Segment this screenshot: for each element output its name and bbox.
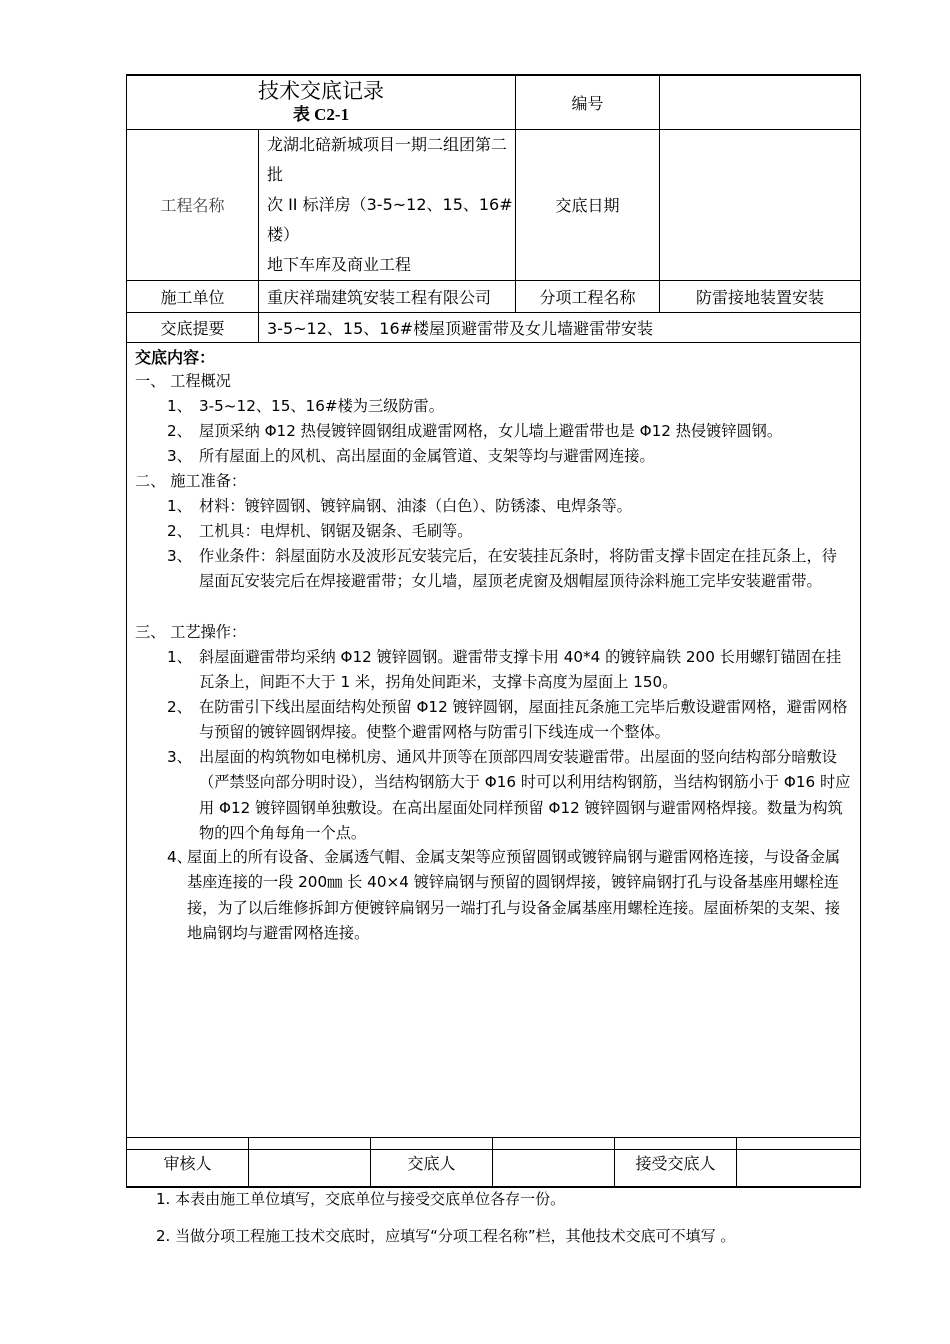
reviewer-value [249, 1138, 371, 1188]
item-text: 3-5~12、15、16#楼为三级防雷。 [199, 396, 444, 415]
discloser-value [493, 1138, 615, 1188]
subitem-name-label: 分项工程名称 [516, 280, 660, 312]
reviewer-label: 审核人 [127, 1138, 249, 1188]
construction-unit-label: 施工单位 [127, 280, 259, 312]
project-name-value [259, 129, 516, 280]
item-number: 1、 [167, 496, 192, 515]
disclosure-record-table [126, 74, 861, 1150]
item-text: 作业条件：斜屋面防水及波形瓦安装完后，在安装挂瓦条时，将防雷支撑卡固定在挂瓦条上，待屋面瓦安装完后在焊接避雷带；女儿墙，屋顶老虎窗及烟帽屋顶待涂料施工完毕安装避雷带。 [199, 546, 837, 591]
footnote-2: 2. 当做分项工程施工技术交底时，应填写“分项工程名称”栏，其他技术交底可不填写 。 [156, 1227, 736, 1245]
disclosure-date-label: 交底日期 [516, 129, 660, 280]
item-number: 3、 [167, 546, 192, 565]
content-body [127, 343, 860, 1149]
project-name-line-3: 地下车库及商业工程 [267, 254, 412, 274]
list-item [167, 845, 851, 947]
footnote-1: 1. 本表由施工单位填写，交底单位与接受交底单位各存一份。 [156, 1190, 566, 1208]
list-item [167, 745, 851, 847]
number-value [660, 75, 861, 129]
item-text: 所有屋面上的风机、高出屋面的金属管道、支架等均与避雷网连接。 [199, 446, 655, 465]
content-heading: 交底内容： [135, 347, 216, 367]
item-text: 在防雷引下线出屋面结构处预留 Φ12 镀锌圆钢，屋面挂瓦条施工完毕后敷设避雷网格，避雷网格与预留的镀锌圆钢焊接。使整个避雷网格与防雷引下线连成一个整体。 [199, 697, 848, 742]
item-number: 1、 [167, 396, 192, 415]
title-cell [127, 75, 516, 129]
list-item [167, 394, 851, 420]
project-name-line-1: 龙湖北碚新城项目一期二组团第二批 [267, 134, 508, 184]
item-text: 斜屋面避雷带均采纳 Φ12 镀锌圆钢。避雷带支撑卡用 40*4 的镀锌扁铁 200 长用螺钉锚固在挂瓦条上，间距不大于 1 米，拐角处间距米，支撑卡高度为屋面上 150。 [199, 647, 842, 692]
item-text: 出屋面的构筑物如电梯机房、通风井顶等在顶部四周安装避雷带。出屋面的竖向结构部分暗敷设（严禁竖向部分明时设），当结构钢筋大于 Φ16 时可以利用结构钢筋，当结构钢筋小于 Φ16 时应用 Φ12 镀锌圆钢单独敷设。在高出屋面处同样预留 Φ12 镀锌圆钢与避雷网格焊接。数量为构筑物的四个角每角一个点。 [199, 747, 851, 843]
project-name-label: 工程名称 [127, 129, 259, 280]
list-item [167, 544, 851, 595]
list-item [167, 519, 851, 545]
signature-table [126, 1137, 861, 1188]
summary-label: 交底提要 [127, 312, 259, 342]
form-number: 表 C2-1 [292, 105, 350, 125]
item-text: 屋顶采纳 Φ12 热侵镀锌圆钢组成避雷网格，女儿墙上避雷带也是 Φ12 热侵镀锌圆钢。 [199, 421, 783, 440]
list-item [167, 419, 851, 445]
list-item [167, 444, 851, 470]
list-item [167, 645, 851, 696]
discloser-label: 交底人 [371, 1138, 493, 1188]
project-name-line-2: 次 II 标洋房（3-5~12、15、16#楼） [267, 194, 513, 244]
item-text: 屋面上的所有设备、金属透气帽、金属支架等应预留圆钢或镀锌扁钢与避雷网格连接，与设备金属基座连接的一段 200㎜ 长 40×4 镀锌扁钢与预留的圆钢焊接，镀锌扁钢打孔与设备基座用螺栓连接，为了以后维修拆卸方便镀锌扁钢另一端打孔与设备金属基座用螺栓连接。屋面桥架的支架、接地扁钢均与避雷网格连接。 [187, 847, 841, 943]
item-text: 材料：镀锌圆钢、镀锌扁钢、油漆（白色）、防锈漆、电焊条等。 [199, 496, 632, 515]
subitem-name-value: 防雷接地装置安装 [660, 280, 861, 312]
receiver-label: 接受交底人 [615, 1138, 737, 1188]
number-label: 编号 [516, 75, 660, 129]
item-number: 2、 [167, 521, 192, 540]
disclosure-date-value [660, 129, 861, 280]
form-title: 技术交底记录 [258, 79, 384, 104]
item-number: 1、 [167, 647, 192, 666]
summary-value: 3-5~12、15、16#楼屋顶避雷带及女儿墙避雷带安装 [259, 312, 861, 342]
list-item [167, 695, 851, 746]
item-number: 4、 [167, 847, 192, 866]
item-number: 2、 [167, 421, 192, 440]
receiver-value [737, 1138, 861, 1188]
construction-unit-value: 重庆祥瑞建筑安装工程有限公司 [259, 280, 516, 312]
item-number: 3、 [167, 446, 192, 465]
section-title-2: 二、 施工准备： [135, 471, 247, 490]
item-number: 2、 [167, 697, 192, 716]
list-item [167, 494, 851, 520]
content-cell [127, 342, 861, 1149]
item-text: 工机具：电焊机、钢锯及锯条、毛刷等。 [199, 521, 473, 540]
section-title-1: 一、 工程概况 [135, 371, 231, 390]
section-title-3: 三、 工艺操作： [135, 622, 247, 641]
item-number: 3、 [167, 747, 192, 766]
